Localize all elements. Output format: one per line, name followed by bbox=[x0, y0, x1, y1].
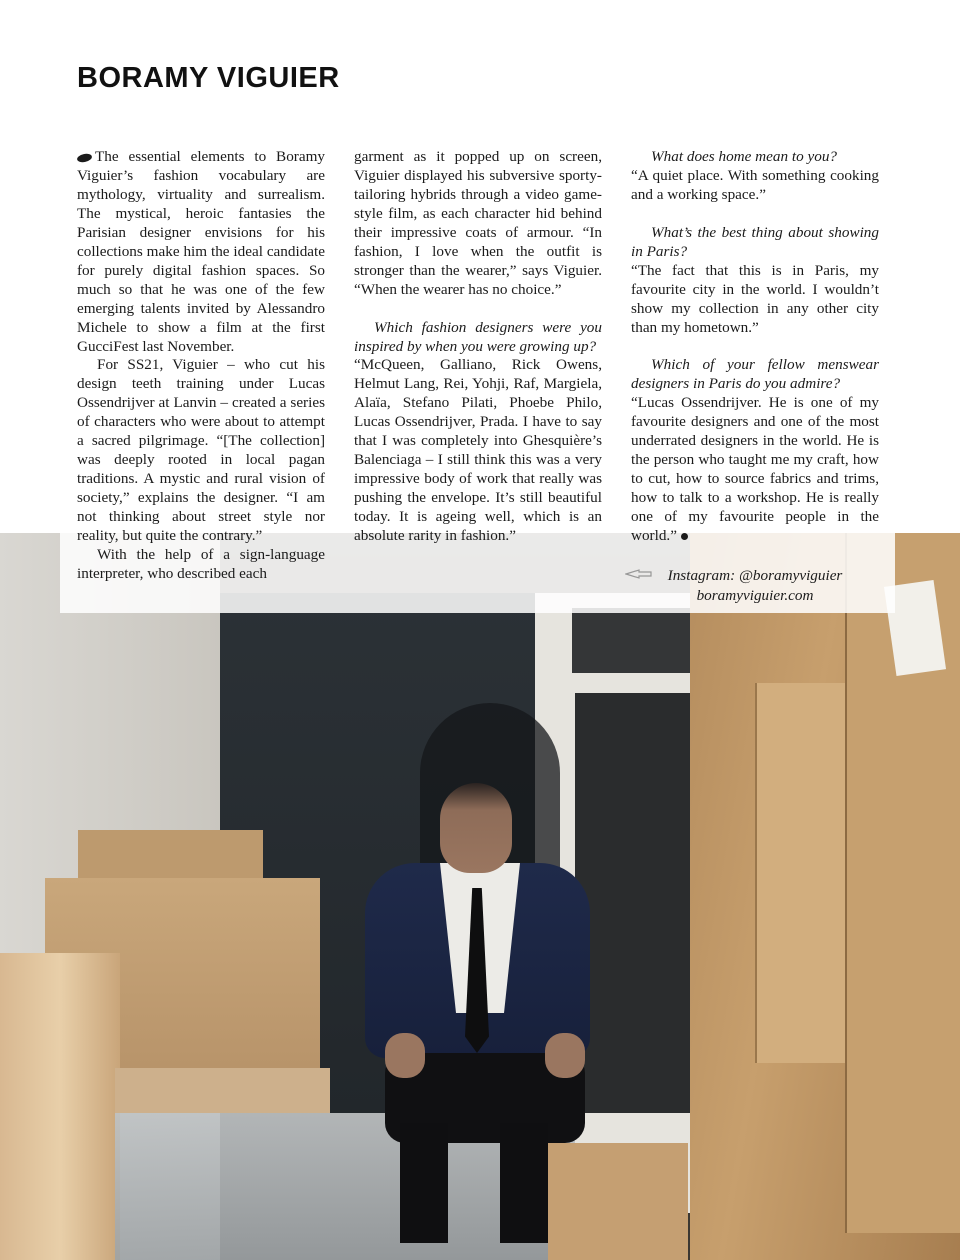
photo-figure-hand bbox=[545, 1033, 585, 1078]
photo-box bbox=[755, 683, 850, 1063]
interview-question: What’s the best thing about showing in Paris? bbox=[631, 223, 879, 260]
photo-door-panel bbox=[575, 693, 695, 1113]
paragraph-text: The essential elements to Boramy Viguier’s fashion vocabulary are mythology, virtuality and surrealism. The mystical, heroic fantasies the Parisian designer envisions for his collections make him the ideal candidate for purely digital fashion spaces. So much so that he was one of the few emerging talents invited by Alessandro Michele to show a film at the first GucciFest last November. bbox=[77, 148, 325, 355]
end-mark-icon bbox=[681, 533, 688, 540]
interview-answer: “McQueen, Galliano, Rick Owens, Helmut Lang, Rei, Yohji, Raf, Margiela, Alaïa, Stefano Pilati, Phoebe Philo, Lucas Ossendrijver, Prada. I have to say that I was completely into Ghesquière’s Balenciaga – I still think this was a very impressive body of work that really was pushing the envelope. It’s still beautiful today. It is ageing well, which is an absolute rarity in fashion.” bbox=[354, 356, 602, 545]
photo-figure-head bbox=[440, 783, 512, 873]
photo-door-window bbox=[572, 608, 697, 673]
photo-box bbox=[78, 830, 263, 885]
interview-question: Which fashion designers were you inspired by when you were growing up? bbox=[354, 318, 602, 355]
interview-answer: “A quiet place. With something cooking and a working space.” bbox=[631, 166, 879, 203]
article-title: BORAMY VIGUIER bbox=[77, 62, 340, 94]
answer-text: “Lucas Ossendrijver. He is one of my favourite designers and one of the most underrated designers in the world. He is the person who taught me my craft, how to cut, how to source fabrics and trims, how to talk to a workshop. He is really one of my favourite people in the world.” bbox=[631, 394, 879, 545]
article-column-3 bbox=[631, 148, 879, 546]
photo-table bbox=[115, 1068, 330, 1113]
social-links bbox=[631, 566, 879, 606]
photo-figure-leg bbox=[400, 1123, 448, 1243]
bullet-mark-icon bbox=[76, 152, 92, 163]
article-paragraph: garment as it popped up on screen, Viguier displayed his subversive sporty-tailoring hybrids through a video game-style film, as each character hid behind their impressive coats of armour. “In fashion, I love when the outfit is stronger than the wearer,” says Viguier. “When the wearer has no choice.” bbox=[354, 148, 602, 298]
interview-question: Which of your fellow menswear designers in Paris do you admire? bbox=[631, 356, 879, 393]
interview-question: What does home mean to you? bbox=[651, 148, 838, 165]
photo-box bbox=[548, 1143, 688, 1260]
portrait-photo bbox=[0, 533, 960, 1260]
interview-answer: “The fact that this is in Paris, my favourite city in the world. I wouldn’t show my collection in any other city than my hometown.” bbox=[631, 261, 879, 336]
website-link[interactable]: boramyviguier.com bbox=[696, 587, 814, 604]
article-column-2 bbox=[354, 148, 602, 546]
article-column-1 bbox=[77, 148, 325, 584]
article-paragraph bbox=[77, 148, 325, 356]
article-paragraph: For SS21, Viguier – who cut his design teeth training under Lucas Ossendrijver at Lanvin – created a series of characters who were about to attempt a sacred pilgrimage. “[The collection] was deeply rooted in local pagan traditions. A mystic and rural vision of society,” explains the designer. “I am not thinking about street style nor reality, but quite the contrary.” bbox=[77, 356, 325, 545]
photo-cardboard-tube bbox=[0, 953, 120, 1260]
article-paragraph: With the help of a sign-language interpreter, who described each bbox=[77, 546, 325, 582]
interview-answer bbox=[631, 394, 879, 546]
pointing-hand-icon bbox=[625, 566, 653, 582]
photo-figure-hand bbox=[385, 1033, 425, 1078]
photo-figure-leg bbox=[500, 1123, 548, 1243]
instagram-handle[interactable]: Instagram: @boramyviguier bbox=[667, 567, 843, 584]
